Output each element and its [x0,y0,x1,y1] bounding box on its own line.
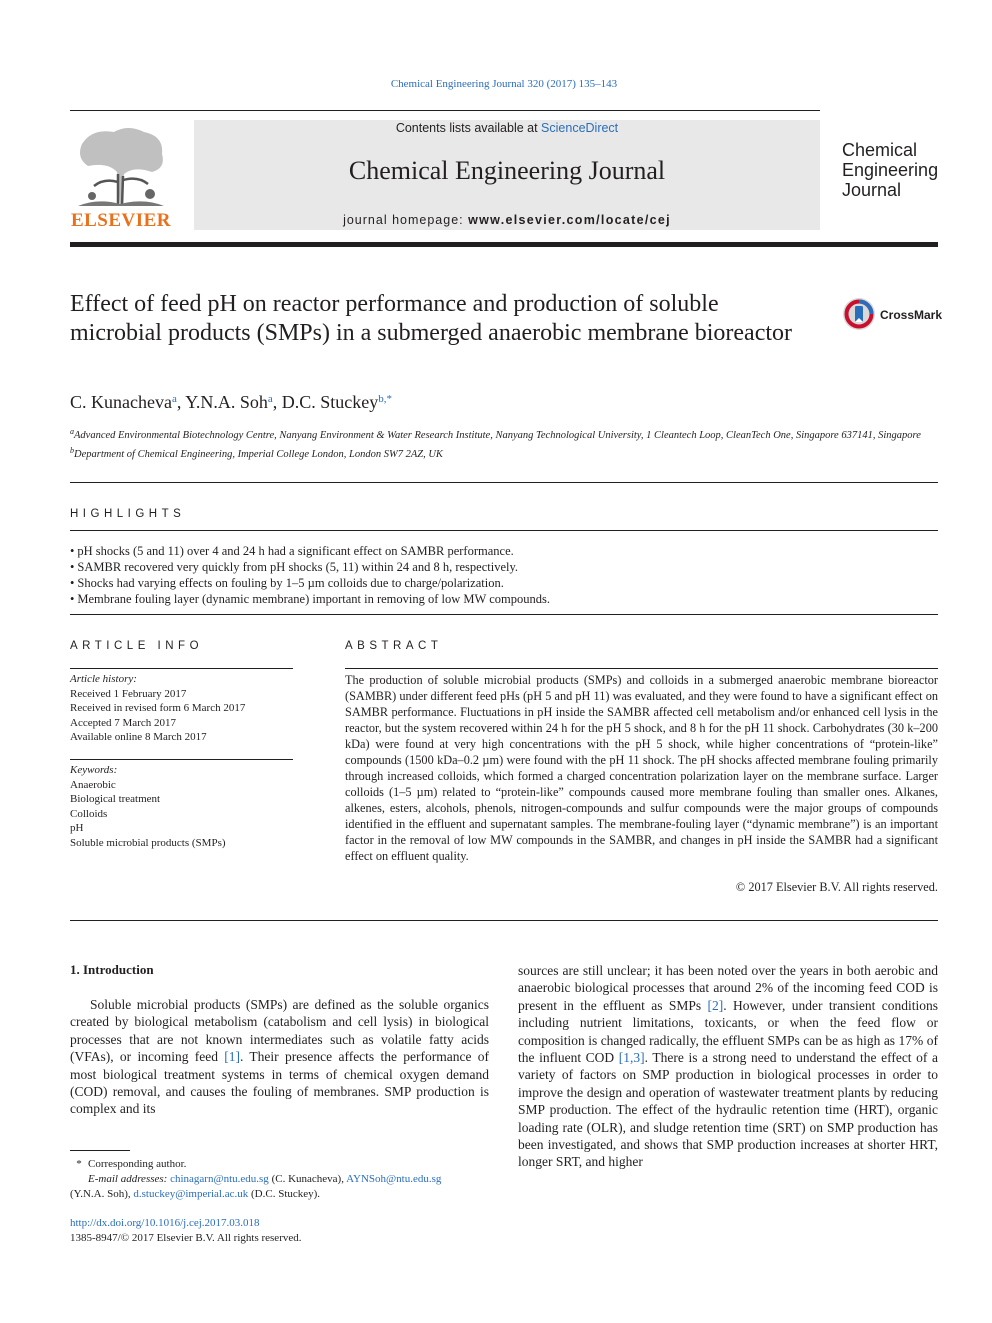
cover-title-line: Engineering [842,160,939,180]
history-item: Accepted 7 March 2017 [70,716,176,729]
header-rule [70,110,820,111]
abstract-copyright: © 2017 Elsevier B.V. All rights reserved. [735,880,938,894]
email-owner: (C. Kunacheva), [271,1173,344,1185]
article-info-rule [70,668,293,669]
affiliation-item [70,424,938,443]
cover-title-line: Journal [842,180,902,200]
corresponding-author-footnote [70,1157,489,1202]
author-separator: , [272,392,282,412]
crossmark-label[interactable]: CrossMark [880,308,943,322]
author-affiliation-mark[interactable]: b,* [378,393,393,405]
article-history [70,672,293,745]
journal-citation[interactable]: Chemical Engineering Journal 320 (2017) 135–143 [390,78,618,90]
keyword-item: Colloids [70,807,108,820]
highlight-item: • Shocks had varying effects on fouling by 1–5 µm colloids due to charge/polarization. [70,575,938,591]
keyword-item: Anaerobic [70,778,116,791]
body-rule [70,920,938,921]
history-item: Received 1 February 2017 [70,687,187,700]
homepage-prefix: journal homepage: [343,213,469,227]
keywords-label: Keywords: [70,764,118,776]
introduction-column-1 [70,996,489,1118]
affiliation-text: Advanced Environmental Biotechnology Centre, Nanyang Environment & Water Research Institute, Nanyang Technological University, 1 Cleantech Loop, CleanTech One, Singapore 637141, Singapore [74,430,921,441]
highlight-item: • SAMBR recovered very quickly from pH shocks (5, 11) within 24 and 8 h, respectively. [70,559,938,575]
intro-text: . There is a strong need to understand the effect of a variety of factors on SMP production in biological processes in order to improve the design and operation of wastewater treatment plants by reducing SMP production. The effect of the hydraulic retention time (HRT), organic loading rate (OLR), and sludge retention time (SRT) on SMP production has been investigated, and shows that SMP production increases at shorter HRT, longer SRT, and higher [518,1050,938,1170]
author-separator: , [176,392,186,412]
journal-cover-title [842,140,952,200]
affiliation-mark: b [70,446,74,455]
affiliation-mark: a [70,427,74,436]
contents-prefix: Contents lists available at [395,121,542,135]
article-title: Effect of feed pH on reactor performance and production of soluble microbial products (SMPs) in a submerged anaerobic membrane bioreactor [70,291,793,346]
intro-text: . However, under transient conditions including nutrient limitations, toxicants, or when the feed flow or composition is changed radically, the effluent SMPs can be as high as 17% of the influent COD [518,997,938,1066]
affiliations [70,424,938,462]
section-rule [70,482,938,483]
footnote-rule [70,1150,130,1151]
email-owner: (D.C. Stuckey). [251,1188,321,1200]
author-affiliation-mark[interactable]: a [171,393,177,405]
email-link[interactable]: AYNSoh@ntu.edu.sg [346,1173,442,1185]
introduction-column-2 [518,962,938,1171]
homepage-url[interactable]: www.elsevier.com/locate/cej [468,213,671,227]
section-rule [70,530,938,531]
abstract-text: The production of soluble microbial products (SMPs) and colloids in a submerged anaerobic membrane bioreactor (SAMBR) under different feed pHs (pH 5 and pH 11) was evaluated, and they were found to have a significant effect on SAMBR performance. Fluctuations in pH inside the SAMBR affected cell metabolism and/or enhanced cell lysis in the reactor, but the system recovered within 24 h for the pH 5 shock, and 8 h for the pH 11 shock. Carbohydrates (30 k–200 kDa) were found at very high concentrations with the pH 5 shock, while higher concentrations of “protein-like” compounds (1500 kDa–0.2 µm) were found with the pH 11 shock. The pH shocks affected membrane fouling primarily through increased colloids, which formed a charged concentration polarization layer on the membrane surface. Larger colloids (1–5 µm) related to “protein-like” compounds caused more membrane fouling than smaller ones. Alkanes, alkenes, esters, alcohols, phenols, nitrogen-compounds and sulfur compounds were the major groups of compounds identified in the effluent and supernatant samples. The membrane-fouling layer (“dynamic membrane”) is an important factor in the removal of low MW compounds in the SAMBR, and changes in pH inside the SAMBR had a significant effect on effluent quality. [345,673,938,863]
keyword-item: Biological treatment [70,793,161,805]
reference-link[interactable]: [1,3] [618,1050,645,1066]
affiliation-item [70,443,938,462]
author-list [70,392,392,413]
journal-homepage [194,213,820,227]
introduction-heading: 1. Introduction [70,962,154,977]
reference-link[interactable]: [1] [224,1049,240,1065]
cover-title-line: Chemical [842,140,918,160]
history-item: Available online 8 March 2017 [70,731,207,743]
intro-text: . Their presence affects the performance of most biological treatment systems in terms of chemical oxygen demand (COD) removal, and causes the fouling of membranes. SMP production is complex and its [70,1049,489,1117]
footnote-star: * [76,1158,82,1170]
section-rule [70,614,938,615]
highlight-item: • Membrane fouling layer (dynamic membrane) important in removing of low MW compounds. [70,591,938,607]
keyword-item: pH [70,822,84,834]
doi-link[interactable]: http://dx.doi.org/10.1016/j.cej.2017.03.018 [70,1217,260,1229]
keyword-item: Soluble microbial products (SMPs) [70,836,226,849]
author-name: D.C. Stuckey [281,392,379,412]
elsevier-wordmark: ELSEVIER [70,210,172,231]
intro-text: sources are still unclear; it has been noted over the years in both aerobic and anaerobic biological processes that around 2% of the incoming feed COD is present in the effluent as SMPs [518,963,938,1013]
history-item: Received in revised form 6 March 2017 [70,702,246,714]
highlight-item: • pH shocks (5 and 11) over 4 and 24 h had a significant effect on SAMBR performance. [70,543,938,559]
corresponding-label: Corresponding author. [88,1158,187,1170]
issn-line: 1385-8947/© 2017 Elsevier B.V. All rights reserved. [70,1232,302,1244]
author-name: Y.N.A. Soh [185,392,268,412]
author-affiliation-mark[interactable]: a [267,393,273,405]
intro-text: Soluble microbial products (SMPs) are defined as the soluble organics created by biological metabolism (catabolism and cell lysis) in biological processes that are not known intermediates such as volatile fatty acids (VFAs), or incoming feed [70,997,489,1065]
email-label: E-mail addresses: [88,1173,168,1185]
header-thick-rule [70,242,938,247]
highlights-heading: HIGHLIGHTS [70,508,186,520]
article-info-heading: ARTICLE INFO [70,640,204,652]
history-label: Article history: [70,673,137,685]
contents-line [194,121,820,135]
crossmark-icon[interactable] [842,297,876,331]
reference-link[interactable]: [2] [707,997,724,1013]
highlights-list [70,543,938,607]
abstract-heading: ABSTRACT [345,640,443,652]
article-info-rule [70,759,293,760]
keywords [70,763,293,850]
author-name: C. Kunacheva [70,392,172,412]
affiliation-text: Department of Chemical Engineering, Imperial College London, London SW7 2AZ, UK [74,449,443,460]
email-owner: (Y.N.A. Soh), [70,1188,131,1200]
journal-name: Chemical Engineering Journal [348,156,666,185]
abstract-rule [345,668,938,669]
email-link[interactable]: chinagarn@ntu.edu.sg [170,1173,269,1185]
email-link[interactable]: d.stuckey@imperial.ac.uk [133,1188,249,1200]
sciencedirect-link[interactable]: ScienceDirect [541,121,619,135]
